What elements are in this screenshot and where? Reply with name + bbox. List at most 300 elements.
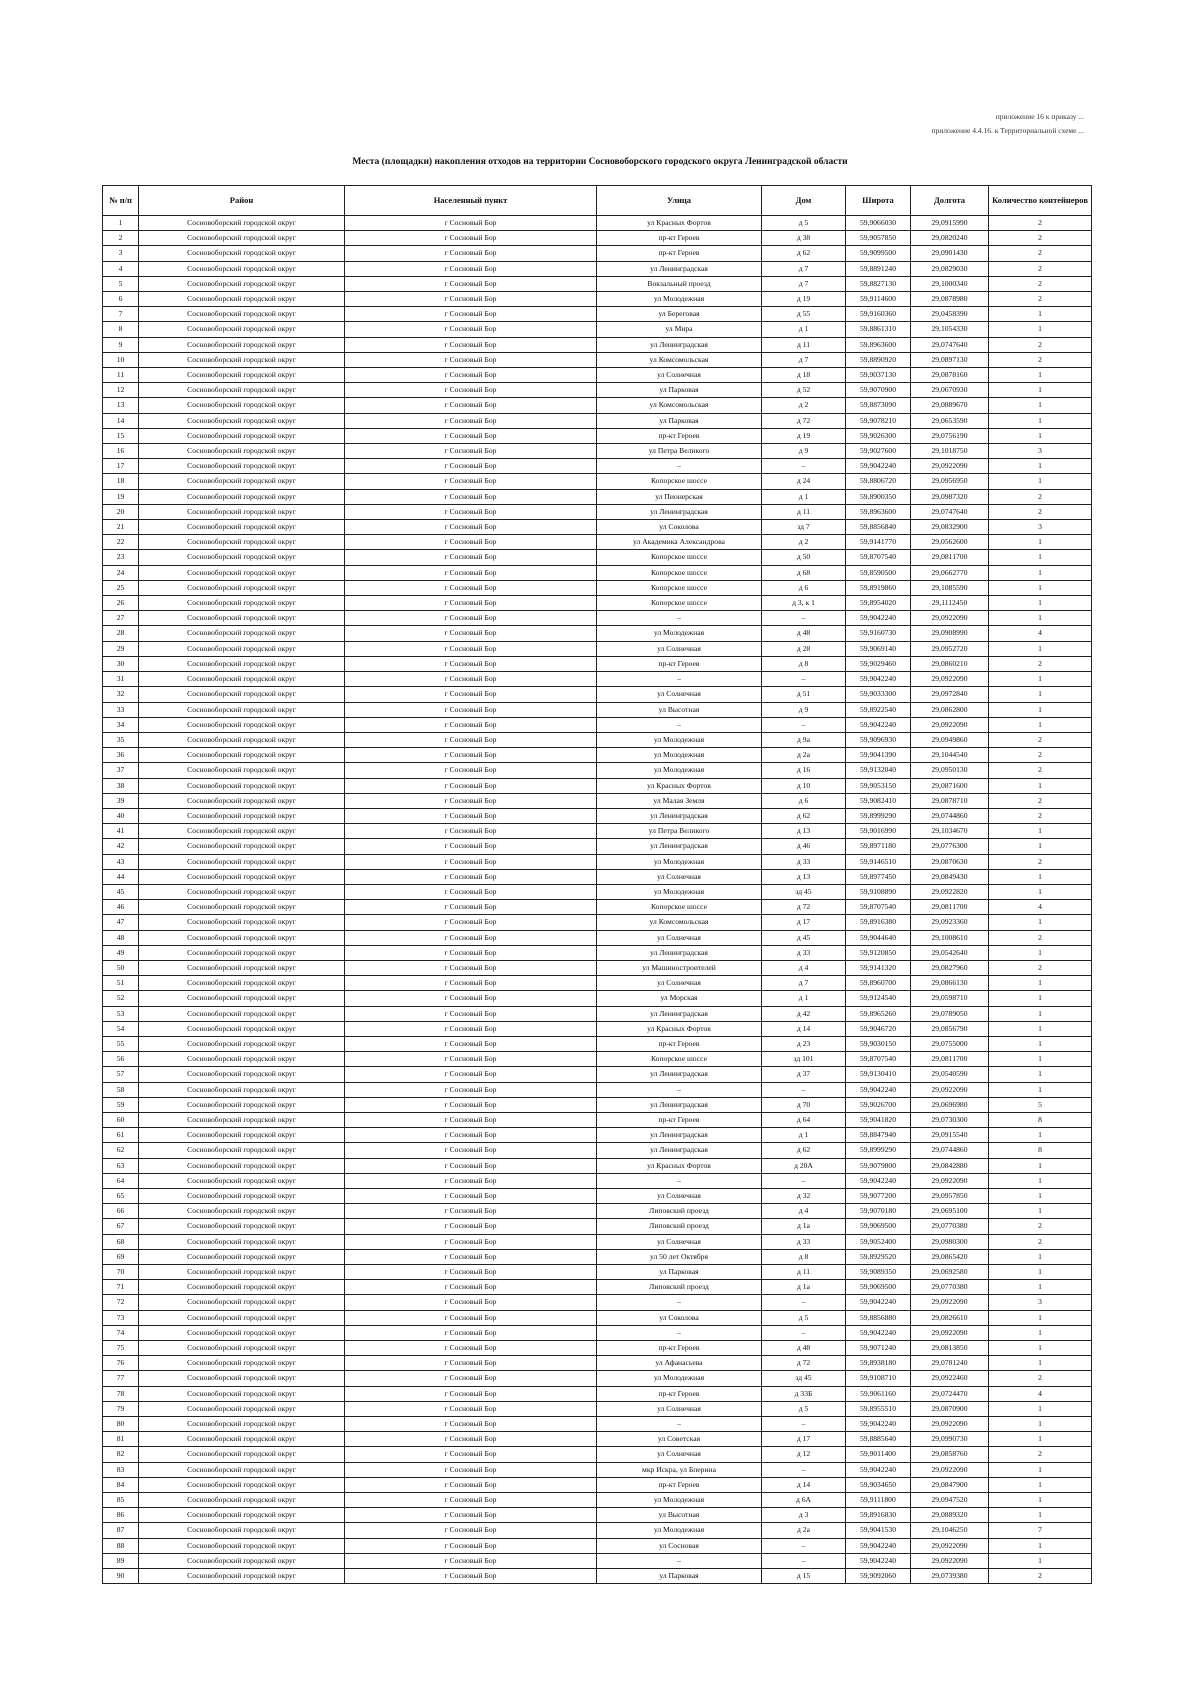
cell-containers: 2 — [989, 1447, 1092, 1462]
cell-number: 70 — [103, 1265, 139, 1280]
cell-settlement: г Сосновый Бор — [345, 1310, 597, 1325]
cell-house: – — [762, 1082, 846, 1097]
table-row — [103, 1036, 1092, 1051]
table-row — [103, 641, 1092, 656]
cell-longitude: 29,0922090 — [911, 459, 989, 474]
cell-latitude: 59,9042240 — [846, 1538, 911, 1553]
cell-latitude: 59,8938180 — [846, 1356, 911, 1371]
cell-district: Сосновоборский городской округ — [139, 1371, 345, 1386]
cell-street: ул Солнечная — [597, 930, 762, 945]
table-row — [103, 504, 1092, 519]
cell-district: Сосновоборский городской округ — [139, 1447, 345, 1462]
cell-district: Сосновоборский городской округ — [139, 1386, 345, 1401]
cell-settlement: г Сосновый Бор — [345, 580, 597, 595]
cell-containers: 1 — [989, 945, 1092, 960]
cell-longitude: 29,1034670 — [911, 824, 989, 839]
cell-street: Копорское шоссе — [597, 474, 762, 489]
cell-number: 71 — [103, 1280, 139, 1295]
cell-containers: 4 — [989, 626, 1092, 641]
cell-house: д 62 — [762, 808, 846, 823]
column-header-settlement: Населенный пункт — [345, 186, 597, 216]
cell-district: Сосновоборский городской округ — [139, 1417, 345, 1432]
cell-number: 78 — [103, 1386, 139, 1401]
cell-containers: 1 — [989, 1128, 1092, 1143]
cell-street: ул Солнечная — [597, 687, 762, 702]
cell-settlement: г Сосновый Бор — [345, 641, 597, 656]
table-row — [103, 900, 1092, 915]
cell-latitude: 59,9042240 — [846, 459, 911, 474]
cell-district: Сосновоборский городской округ — [139, 352, 345, 367]
cell-containers: 2 — [989, 960, 1092, 975]
cell-longitude: 29,0908990 — [911, 626, 989, 641]
cell-settlement: г Сосновый Бор — [345, 1386, 597, 1401]
cell-street: ул Солнечная — [597, 976, 762, 991]
cell-latitude: 59,8827130 — [846, 276, 911, 291]
cell-district: Сосновоборский городской округ — [139, 216, 345, 231]
cell-district: Сосновоборский городской округ — [139, 1249, 345, 1264]
cell-settlement: г Сосновый Бор — [345, 1234, 597, 1249]
cell-street: Копорское шоссе — [597, 565, 762, 580]
cell-containers: 1 — [989, 1052, 1092, 1067]
cell-latitude: 59,8847940 — [846, 1128, 911, 1143]
cell-settlement: г Сосновый Бор — [345, 717, 597, 732]
cell-street: – — [597, 1082, 762, 1097]
table-row — [103, 1310, 1092, 1325]
table-body — [103, 216, 1092, 1584]
cell-latitude: 59,8971180 — [846, 839, 911, 854]
cell-settlement: г Сосновый Бор — [345, 763, 597, 778]
cell-containers: 1 — [989, 535, 1092, 550]
table-row — [103, 915, 1092, 930]
cell-longitude: 29,0832900 — [911, 520, 989, 535]
cell-latitude: 59,8900350 — [846, 489, 911, 504]
cell-containers: 1 — [989, 702, 1092, 717]
cell-longitude: 29,0826610 — [911, 1310, 989, 1325]
cell-latitude: 59,9042240 — [846, 1325, 911, 1340]
cell-latitude: 59,9026300 — [846, 428, 911, 443]
cell-latitude: 59,9061160 — [846, 1386, 911, 1401]
cell-street: ул Высотная — [597, 702, 762, 717]
cell-district: Сосновоборский городской округ — [139, 1204, 345, 1219]
table-row — [103, 231, 1092, 246]
cell-district: Сосновоборский городской округ — [139, 1189, 345, 1204]
cell-settlement: г Сосновый Бор — [345, 808, 597, 823]
cell-house: – — [762, 717, 846, 732]
cell-settlement: г Сосновый Бор — [345, 1112, 597, 1127]
cell-settlement: г Сосновый Бор — [345, 1265, 597, 1280]
cell-house: д 1 — [762, 991, 846, 1006]
cell-settlement: г Сосновый Бор — [345, 444, 597, 459]
cell-settlement: г Сосновый Бор — [345, 413, 597, 428]
cell-settlement: г Сосновый Бор — [345, 307, 597, 322]
cell-street: пр-кт Героев — [597, 231, 762, 246]
cell-latitude: 59,9160730 — [846, 626, 911, 641]
cell-settlement: г Сосновый Бор — [345, 626, 597, 641]
cell-house: д 16 — [762, 763, 846, 778]
table-row — [103, 520, 1092, 535]
cell-settlement: г Сосновый Бор — [345, 1371, 597, 1386]
cell-longitude: 29,1112450 — [911, 596, 989, 611]
cell-street: пр-кт Героев — [597, 428, 762, 443]
cell-street: ул Мира — [597, 322, 762, 337]
cell-longitude: 29,0829030 — [911, 261, 989, 276]
table-row — [103, 292, 1092, 307]
cell-settlement: г Сосновый Бор — [345, 1067, 597, 1082]
cell-number: 59 — [103, 1097, 139, 1112]
cell-containers: 1 — [989, 1493, 1092, 1508]
cell-number: 58 — [103, 1082, 139, 1097]
cell-street: ул Красных Фортов — [597, 216, 762, 231]
cell-district: Сосновоборский городской округ — [139, 550, 345, 565]
cell-number: 8 — [103, 322, 139, 337]
cell-number: 6 — [103, 292, 139, 307]
column-header-longitude: Долгота — [911, 186, 989, 216]
cell-longitude: 29,0922460 — [911, 1371, 989, 1386]
cell-house: д 6 — [762, 580, 846, 595]
cell-containers: 1 — [989, 383, 1092, 398]
cell-number: 62 — [103, 1143, 139, 1158]
cell-street: – — [597, 717, 762, 732]
cell-house: д 45 — [762, 930, 846, 945]
cell-latitude: 59,8856880 — [846, 1310, 911, 1325]
cell-street: ул Петра Великого — [597, 824, 762, 839]
cell-number: 45 — [103, 884, 139, 899]
table-row — [103, 368, 1092, 383]
cell-latitude: 59,9042240 — [846, 717, 911, 732]
cell-street: ул Ленинградская — [597, 945, 762, 960]
cell-district: Сосновоборский городской округ — [139, 1143, 345, 1158]
cell-containers: 1 — [989, 1401, 1092, 1416]
cell-settlement: г Сосновый Бор — [345, 915, 597, 930]
table-row — [103, 1082, 1092, 1097]
cell-longitude: 29,0922090 — [911, 1553, 989, 1568]
cell-number: 16 — [103, 444, 139, 459]
table-row — [103, 1371, 1092, 1386]
cell-containers: 1 — [989, 976, 1092, 991]
cell-containers: 1 — [989, 1553, 1092, 1568]
table-row — [103, 1173, 1092, 1188]
cell-settlement: г Сосновый Бор — [345, 945, 597, 960]
cell-street: ул Машиностроителей — [597, 960, 762, 975]
cell-longitude: 29,0952720 — [911, 641, 989, 656]
cell-settlement: г Сосновый Бор — [345, 793, 597, 808]
cell-settlement: г Сосновый Бор — [345, 1189, 597, 1204]
cell-containers: 1 — [989, 1477, 1092, 1492]
cell-longitude: 29,1054330 — [911, 322, 989, 337]
cell-longitude: 29,0870630 — [911, 854, 989, 869]
cell-longitude: 29,0922820 — [911, 884, 989, 899]
cell-containers: 2 — [989, 656, 1092, 671]
cell-settlement: г Сосновый Бор — [345, 1006, 597, 1021]
table-row — [103, 489, 1092, 504]
cell-street: ул Комсомольская — [597, 915, 762, 930]
cell-number: 79 — [103, 1401, 139, 1416]
cell-house: д 12 — [762, 1447, 846, 1462]
cell-district: Сосновоборский городской округ — [139, 1234, 345, 1249]
cell-street: ул Ленинградская — [597, 1143, 762, 1158]
cell-number: 14 — [103, 413, 139, 428]
cell-longitude: 29,0744860 — [911, 808, 989, 823]
cell-number: 3 — [103, 246, 139, 261]
cell-latitude: 59,8885640 — [846, 1432, 911, 1447]
table-row — [103, 748, 1092, 763]
table-row — [103, 991, 1092, 1006]
cell-longitude: 29,0653590 — [911, 413, 989, 428]
cell-district: Сосновоборский городской округ — [139, 398, 345, 413]
cell-house: д 50 — [762, 550, 846, 565]
cell-latitude: 59,9069140 — [846, 641, 911, 656]
cell-street: ул Красных Фортов — [597, 1021, 762, 1036]
cell-longitude: 29,0897130 — [911, 352, 989, 367]
cell-latitude: 59,9111800 — [846, 1493, 911, 1508]
cell-settlement: г Сосновый Бор — [345, 611, 597, 626]
cell-house: зд 45 — [762, 884, 846, 899]
cell-number: 43 — [103, 854, 139, 869]
cell-house: д 33 — [762, 854, 846, 869]
cell-district: Сосновоборский городской округ — [139, 444, 345, 459]
cell-containers: 1 — [989, 641, 1092, 656]
cell-longitude: 29,0956950 — [911, 474, 989, 489]
cell-settlement: г Сосновый Бор — [345, 246, 597, 261]
cell-street: пр-кт Героев — [597, 1112, 762, 1127]
cell-containers: 1 — [989, 1280, 1092, 1295]
cell-house: д 33 — [762, 1234, 846, 1249]
cell-street: пр-кт Героев — [597, 656, 762, 671]
cell-longitude: 29,0987320 — [911, 489, 989, 504]
cell-latitude: 59,8965260 — [846, 1006, 911, 1021]
cell-latitude: 59,8707540 — [846, 900, 911, 915]
cell-district: Сосновоборский городской округ — [139, 1538, 345, 1553]
table-row — [103, 1204, 1092, 1219]
cell-district: Сосновоборский городской округ — [139, 1036, 345, 1051]
table-row — [103, 1158, 1092, 1173]
cell-house: – — [762, 1295, 846, 1310]
cell-latitude: 59,9030150 — [846, 1036, 911, 1051]
cell-district: Сосновоборский городской округ — [139, 504, 345, 519]
table-row — [103, 945, 1092, 960]
cell-street: ул Молодежная — [597, 854, 762, 869]
cell-house: д 1 — [762, 322, 846, 337]
cell-longitude: 29,1018750 — [911, 444, 989, 459]
cell-containers: 2 — [989, 748, 1092, 763]
cell-street: ул Молодежная — [597, 1523, 762, 1538]
cell-longitude: 29,0781240 — [911, 1356, 989, 1371]
cell-district: Сосновоборский городской округ — [139, 1295, 345, 1310]
cell-latitude: 59,8999290 — [846, 1143, 911, 1158]
cell-containers: 2 — [989, 1371, 1092, 1386]
cell-district: Сосновоборский городской округ — [139, 520, 345, 535]
table-row — [103, 1417, 1092, 1432]
table-row — [103, 276, 1092, 291]
cell-house: д 5 — [762, 216, 846, 231]
cell-district: Сосновоборский городской округ — [139, 1569, 345, 1584]
cell-house: д 9 — [762, 702, 846, 717]
cell-district: Сосновоборский городской округ — [139, 1310, 345, 1325]
cell-number: 48 — [103, 930, 139, 945]
table-row — [103, 1189, 1092, 1204]
cell-latitude: 59,9041390 — [846, 748, 911, 763]
table-row — [103, 626, 1092, 641]
table-row — [103, 1067, 1092, 1082]
cell-settlement: г Сосновый Бор — [345, 930, 597, 945]
cell-number: 19 — [103, 489, 139, 504]
cell-number: 57 — [103, 1067, 139, 1082]
cell-house: д 64 — [762, 1112, 846, 1127]
cell-number: 40 — [103, 808, 139, 823]
cell-settlement: г Сосновый Бор — [345, 1341, 597, 1356]
cell-latitude: 59,9108890 — [846, 884, 911, 899]
cell-district: Сосновоборский городской округ — [139, 717, 345, 732]
cell-settlement: г Сосновый Бор — [345, 748, 597, 763]
cell-street: Липовский проезд — [597, 1280, 762, 1295]
table-row — [103, 1401, 1092, 1416]
cell-house: д 15 — [762, 1569, 846, 1584]
cell-latitude: 59,8916380 — [846, 915, 911, 930]
cell-number: 66 — [103, 1204, 139, 1219]
cell-house: д 17 — [762, 915, 846, 930]
table-row — [103, 1493, 1092, 1508]
cell-containers: 1 — [989, 368, 1092, 383]
cell-settlement: г Сосновый Бор — [345, 1249, 597, 1264]
cell-longitude: 29,0922090 — [911, 1417, 989, 1432]
cell-latitude: 59,9141320 — [846, 960, 911, 975]
table-row — [103, 778, 1092, 793]
cell-number: 86 — [103, 1508, 139, 1523]
cell-latitude: 59,8806720 — [846, 474, 911, 489]
cell-house: д 18 — [762, 368, 846, 383]
cell-district: Сосновоборский городской округ — [139, 231, 345, 246]
cell-district: Сосновоборский городской округ — [139, 1508, 345, 1523]
cell-number: 11 — [103, 368, 139, 383]
cell-latitude: 59,9066030 — [846, 216, 911, 231]
cell-street: ул Солнечная — [597, 1401, 762, 1416]
cell-district: Сосновоборский городской округ — [139, 261, 345, 276]
cell-house: д 19 — [762, 292, 846, 307]
cell-number: 32 — [103, 687, 139, 702]
cell-longitude: 29,0695100 — [911, 1204, 989, 1219]
cell-settlement: г Сосновый Бор — [345, 991, 597, 1006]
cell-settlement: г Сосновый Бор — [345, 1356, 597, 1371]
cell-house: д 9а — [762, 732, 846, 747]
table-row — [103, 869, 1092, 884]
cell-settlement: г Сосновый Бор — [345, 520, 597, 535]
cell-house: д 2а — [762, 748, 846, 763]
cell-number: 4 — [103, 261, 139, 276]
cell-settlement: г Сосновый Бор — [345, 1432, 597, 1447]
cell-house: д 42 — [762, 1006, 846, 1021]
cell-street: ул Береговая — [597, 307, 762, 322]
cell-house: – — [762, 1417, 846, 1432]
cell-number: 63 — [103, 1158, 139, 1173]
cell-containers: 1 — [989, 322, 1092, 337]
cell-longitude: 29,0866130 — [911, 976, 989, 991]
cell-settlement: г Сосновый Бор — [345, 474, 597, 489]
waste-sites-table — [102, 185, 1092, 1584]
cell-house: д 2 — [762, 398, 846, 413]
cell-district: Сосновоборский городской округ — [139, 641, 345, 656]
cell-containers: 1 — [989, 839, 1092, 854]
cell-latitude: 59,9089350 — [846, 1265, 911, 1280]
table-row — [103, 352, 1092, 367]
cell-street: ул Молодежная — [597, 732, 762, 747]
cell-containers: 1 — [989, 778, 1092, 793]
table-row — [103, 1006, 1092, 1021]
cell-settlement: г Сосновый Бор — [345, 976, 597, 991]
cell-street: ул Соколова — [597, 520, 762, 535]
cell-longitude: 29,0922090 — [911, 1462, 989, 1477]
cell-street: ул Пионерская — [597, 489, 762, 504]
cell-street: ул Ленинградская — [597, 1128, 762, 1143]
cell-house: д 4 — [762, 1204, 846, 1219]
cell-number: 76 — [103, 1356, 139, 1371]
cell-settlement: г Сосновый Бор — [345, 656, 597, 671]
table-row — [103, 307, 1092, 322]
cell-number: 31 — [103, 672, 139, 687]
cell-latitude: 59,9034650 — [846, 1477, 911, 1492]
table-row — [103, 1265, 1092, 1280]
cell-containers: 2 — [989, 504, 1092, 519]
cell-containers: 2 — [989, 732, 1092, 747]
cell-containers: 1 — [989, 565, 1092, 580]
cell-number: 24 — [103, 565, 139, 580]
cell-street: ул Высотная — [597, 1508, 762, 1523]
cell-containers: 2 — [989, 808, 1092, 823]
cell-number: 77 — [103, 1371, 139, 1386]
cell-house: д 1а — [762, 1280, 846, 1295]
cell-latitude: 59,9037130 — [846, 368, 911, 383]
cell-house: – — [762, 1325, 846, 1340]
table-row — [103, 550, 1092, 565]
cell-settlement: г Сосновый Бор — [345, 1477, 597, 1492]
cell-street: пр-кт Героев — [597, 1036, 762, 1051]
cell-longitude: 29,0889320 — [911, 1508, 989, 1523]
cell-district: Сосновоборский городской округ — [139, 1082, 345, 1097]
cell-house: д 17 — [762, 1432, 846, 1447]
column-header-house: Дом — [762, 186, 846, 216]
cell-settlement: г Сосновый Бор — [345, 1219, 597, 1234]
cell-number: 25 — [103, 580, 139, 595]
cell-district: Сосновоборский городской округ — [139, 778, 345, 793]
cell-house: д 48 — [762, 1341, 846, 1356]
cell-containers: 2 — [989, 261, 1092, 276]
cell-street: – — [597, 672, 762, 687]
cell-street: ул Сосновая — [597, 1538, 762, 1553]
cell-containers: 1 — [989, 1310, 1092, 1325]
cell-number: 23 — [103, 550, 139, 565]
cell-street: ул Солнечная — [597, 869, 762, 884]
cell-street: – — [597, 1417, 762, 1432]
cell-longitude: 29,0980300 — [911, 1234, 989, 1249]
table-row — [103, 1219, 1092, 1234]
cell-number: 9 — [103, 337, 139, 352]
cell-latitude: 59,9077200 — [846, 1189, 911, 1204]
cell-house: д 62 — [762, 246, 846, 261]
cell-latitude: 59,9069500 — [846, 1219, 911, 1234]
cell-house: д 28 — [762, 641, 846, 656]
cell-longitude: 29,0562600 — [911, 535, 989, 550]
cell-street: ул 50 лет Октября — [597, 1249, 762, 1264]
table-row — [103, 687, 1092, 702]
cell-settlement: г Сосновый Бор — [345, 1021, 597, 1036]
cell-latitude: 59,9057850 — [846, 231, 911, 246]
cell-house: зд 45 — [762, 1371, 846, 1386]
cell-latitude: 59,8916830 — [846, 1508, 911, 1523]
cell-street: ул Ленинградская — [597, 1067, 762, 1082]
cell-street: ул Молодежная — [597, 1493, 762, 1508]
cell-longitude: 29,0827960 — [911, 960, 989, 975]
cell-street: ул Петра Великого — [597, 444, 762, 459]
cell-containers: 2 — [989, 231, 1092, 246]
